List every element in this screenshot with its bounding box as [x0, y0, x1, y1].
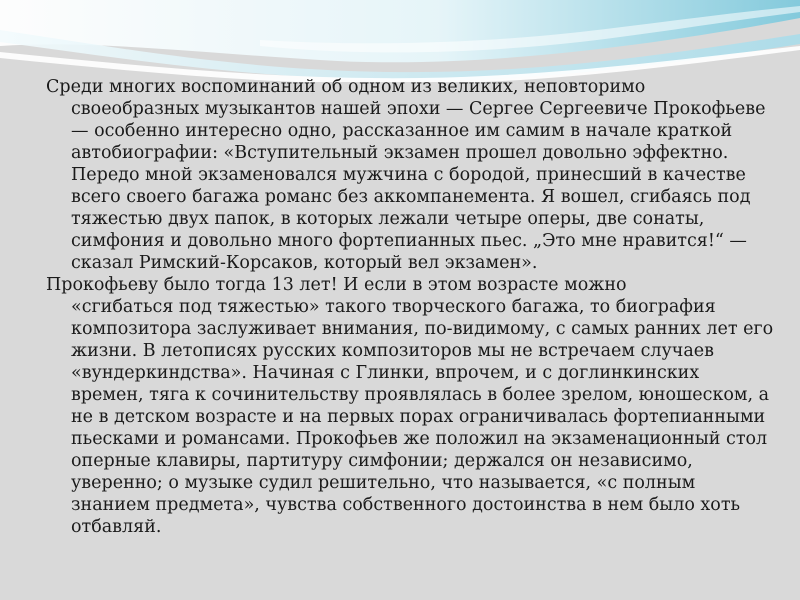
- paragraph-1: [46, 76, 776, 274]
- paragraph-2: [46, 274, 776, 538]
- text-content: [46, 76, 776, 538]
- paragraph-1-first-line: Среди многих воспоминаний об одном из великих, неповторимо: [46, 77, 646, 97]
- header-wave-decoration: [0, 0, 800, 82]
- paragraph-1-text: своеобразных музыкантов нашей эпохи — Сергее Сергеевиче Прокофьеве — особенно интересно одно, рассказанное им самим в начале краткой автобиографии: «Вступительный экзамен прошел довольно эффектно. Передо мной экзаменовался мужчина с бородой, принесший в качестве всего своего багажа романс без аккомпанемента. Я вошел, сгибаясь под тяжестью двух папок, в которых лежали четыре оперы, две сонаты, симфония и довольно много фортепианных пьес. „Это мне нравится!“ — сказал Римский-Корсаков, который вел экзамен».: [71, 99, 766, 273]
- paragraph-2-text: «сгибаться под тяжестью» такого творческого багажа, то биография композитора заслуживает внимания, по-видимому, с самых ранних лет его жизни. В летописях русских композиторов мы не встречаем случаев «вундеркиндства». Начиная с Глинки, впрочем, и с доглинкинских времен, тяга к сочинительству проявлялась в более зрелом, юношеском, а не в детском возрасте и на первых порах ограничивалась фортепианными пьесками и романсами. Прокофьев же положил на экзаменационный стол оперные клавиры, партитуру симфонии; держался он независимо, уверенно; о музыке судил решительно, что называется, «с полным знанием предмета», чувства собственного достоинства в нем было хоть отбавляй.: [71, 297, 774, 537]
- paragraph-2-first-line: Прокофьеву было тогда 13 лет! И если в этом возрасте можно: [46, 275, 627, 295]
